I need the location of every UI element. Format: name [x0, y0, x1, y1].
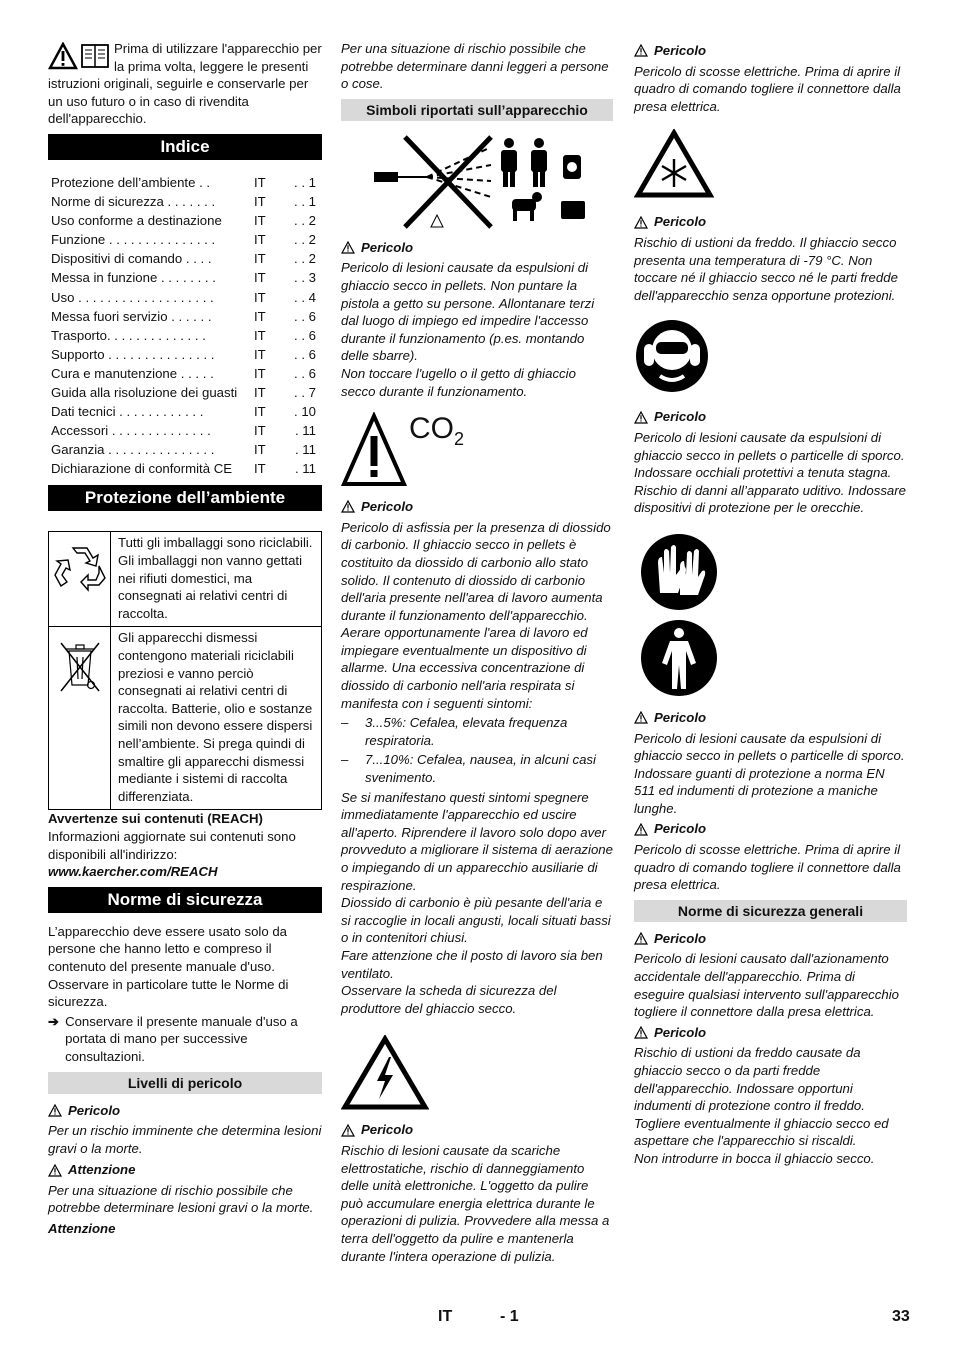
warning-small-icon [634, 411, 648, 424]
p2-text5: Osservare la scheda di sicurezza del produttore del ghiaccio secco. [341, 983, 557, 1016]
toc-entry-lang: IT [254, 423, 266, 439]
toc-title: Indice [48, 134, 322, 160]
toc-entry-title: Uso conforme a destinazione [51, 213, 222, 229]
dash-item-1: – 3...5%: Cefalea, elevata frequenza respiratoria. [341, 715, 568, 748]
q3-text: Pericolo di lesioni causate da espulsioni di ghiaccio secco in pellets o particelle di sporco. Indossare occhiali protettivi a tenuta stagna. [634, 429, 905, 481]
toc-entry-lang: IT [254, 327, 266, 343]
level-2-text: Per una situazione di rischio possibile che potrebbe determinare lesioni gravi o la morte. [48, 1182, 314, 1216]
safety-title: Norme di sicurezza [48, 887, 322, 913]
q5-text: Pericolo di scosse elettriche. Prima di aprire il quadro di comando togliere il connettore dalla presa elettrica. [634, 842, 901, 893]
q4-text2: Indossare guanti di protezione a norma EN 511 ed indumenti di protezione a maniche lunghe. [634, 765, 885, 816]
electric-pictogram [341, 1035, 613, 1111]
p3-text: Rischio di lesioni causate da scariche elettrostatiche, rischio di danneggiamento delle unità elettroniche. L'oggetto da pulire può accumulare energia elettrica durante le operazioni di pulizia. Provvedere alla messa a terra dell'oggetto da pulire e mantenerla durante l'intera operazione di pulizia. [341, 1142, 610, 1264]
toc-entry-lang: IT [254, 174, 266, 190]
cold-pictogram [634, 129, 907, 199]
toc-row[interactable] [48, 384, 322, 403]
toc-row[interactable] [48, 365, 322, 384]
reach-text: Informazioni aggiornate sui contenuti sono disponibili all'indirizzo: [48, 828, 296, 862]
q1-heading: Pericolo [634, 42, 907, 60]
toc-entry-page: . . 6 [294, 327, 316, 343]
toc-entry-lang: IT [254, 385, 266, 400]
toc-entry-title: Dispositivi di comando . . . . [51, 251, 212, 267]
toc-entry-title: Norme di sicurezza . . . . . . . [51, 194, 216, 210]
p2-heading: Pericolo [341, 498, 613, 516]
env-row-weee [49, 626, 321, 809]
q6-heading: Pericolo [634, 930, 907, 948]
safety-arrow-item [48, 1013, 322, 1066]
goggles-pictogram [634, 318, 907, 394]
toc-entry-page: . . 7 [294, 385, 316, 400]
toc-entry-page: . 10 [294, 404, 316, 420]
intro-text: Prima di utilizzare l'apparecchio per la prima volta, leggere le presenti istruzioni originali, seguirle e conservarle per un uso futuro o in caso di rivendita dell'apparecchio. [48, 41, 322, 127]
p2-text: Pericolo di asfissia per la presenza di diossido di carbonio. Il ghiaccio secco in pellets è costituito da diossido di carbonio allo stato solido. Il contenuto di diossido di carbonio dell'aria presente nell'area di lavoro aumenta durante il funzionamento dell'apparecchio. Aerare opportunamente l'area di lavoro ed impiegare eventualmente un dispositivo di allarme. Una eccessiva concentrazione di diossido di carbonio nell'aria respirata si manifesta con i seguenti sintomi: [341, 519, 611, 711]
q7-text2: Non introdurre in bocca il ghiaccio secco. [634, 1150, 875, 1166]
q7-heading: Pericolo [634, 1024, 907, 1042]
toc-row[interactable] [48, 174, 322, 193]
column-1 [48, 40, 322, 1238]
toc-entry-page: . . 2 [294, 213, 316, 229]
toc-entry-title: Protezione dell’ambiente . . [51, 174, 211, 190]
toc-entry-title: Dichiarazione di conformità CE [51, 461, 233, 477]
q7-text: Rischio di ustioni da freddo causate da ghiaccio secco o da parti fredde dell'apparecchio. Indossare opportuni indumenti di protezione contro il freddo. Togliere eventualmente il ghiaccio secco ed aspettare che l'apparecchio si riscaldi. [634, 1045, 889, 1149]
p3-heading: Pericolo [341, 1121, 613, 1139]
toc-entry-lang: IT [254, 270, 266, 286]
toc-row[interactable] [48, 327, 322, 346]
toc-entry-lang: IT [254, 308, 266, 324]
reach-link[interactable]: www.kaercher.com/REACH [48, 864, 218, 880]
footer-lang: IT [438, 1308, 453, 1325]
toc-table [48, 174, 322, 480]
warning-manual-icons [48, 42, 114, 74]
co2-label: $CO_2$ [409, 412, 465, 450]
env-title: Protezione dell’ambiente [48, 485, 322, 511]
toc-row[interactable] [48, 289, 322, 308]
q6-text: Pericolo di lesioni causato dall'azionamento accidentale dell'apparecchio. Prima di eseguire qualsiasi intervento sull'apparecchio togliere il connettore dalla presa elettrica. [634, 951, 899, 1020]
toc-entry-title: Messa in funzione . . . . . . . . [51, 270, 216, 286]
dash-item-2: – 7...10%: Cefalea, nausea, in alcuni casi svenimento. [341, 752, 596, 786]
arrow-right-icon: ➔ [48, 1013, 60, 1029]
footer-page-number: 33 [892, 1308, 910, 1325]
toc-row[interactable] [48, 441, 322, 460]
toc-entry-lang: IT [254, 442, 266, 458]
toc-row[interactable] [48, 422, 322, 441]
co2-warning-icon [341, 412, 407, 488]
toc-entry-page: . 11 [294, 442, 316, 458]
env-recycle-text: Tutti gli imballaggi sono riciclabili. Gli imballaggi non vanno gettati nei rifiuti domestici, ma consegnati ai relativi centri di raccolta. [118, 535, 313, 621]
crossed-bin-icon [55, 637, 105, 697]
level-1-heading: Pericolo [48, 1102, 322, 1120]
toc-entry-lang: IT [254, 346, 266, 362]
high-voltage-icon [341, 1035, 429, 1111]
toc-entry-page: . . 6 [294, 346, 316, 362]
q2-heading: Pericolo [634, 213, 907, 231]
toc-entry-page: . . 6 [294, 308, 316, 324]
toc-entry-page: . . 2 [294, 232, 316, 248]
toc-row[interactable] [48, 231, 322, 250]
reach-title: Avvertenze sui contenuti (REACH) [48, 811, 263, 827]
warning-small-icon [634, 1026, 648, 1039]
co2-pictogram [341, 412, 613, 492]
levels-title: Livelli di pericolo [48, 1072, 322, 1094]
gloves-icon [640, 533, 718, 611]
toc-entry-title: Supporto . . . . . . . . . . . . . . . [51, 346, 215, 362]
warning-small-icon [341, 241, 355, 254]
warning-small-icon [634, 44, 648, 57]
warning-triangle-icon [48, 42, 78, 70]
p2-text2: Se si manifestano questi sintomi spegnere immediatamente l'apparecchio ed uscire all'aperto. Riprendere il lavoro solo dopo aver provveduto a migliorare il sistema di aerazione o impiegando di un apparecchio ausiliarie di respirazione. [341, 789, 613, 893]
goggles-ear-protection-icon [634, 318, 710, 394]
toc-entry-page: . . 1 [294, 174, 316, 190]
toc-row[interactable] [48, 308, 322, 327]
p1-text: Pericolo di lesioni causate da espulsioni di ghiaccio secco in pellets. Non puntare la pistola a getto su persone. Allontanare terzi dal luogo di impiego ed impedire l'accesso durante il funzionamento (p.es. montando delle sbarre). [341, 260, 595, 364]
column-3 [634, 40, 907, 1168]
machine-symbols-pictogram [341, 135, 613, 231]
column-2 [341, 40, 613, 1265]
warning-small-icon [634, 711, 648, 724]
toc-entry-page: . . 2 [294, 251, 316, 267]
level-3-heading: Attenzione [48, 1221, 116, 1237]
toc-entry-title: Guida alla risoluzione dei guasti [51, 385, 238, 400]
p1-text2: Non toccare l'ugello o il getto di ghiaccio secco durante il funzionamento. [341, 365, 576, 399]
toc-row[interactable] [48, 346, 322, 365]
toc-entry-page: . 11 [294, 423, 316, 439]
toc-row[interactable] [48, 269, 322, 288]
level-1-text: Per un rischio imminente che determina lesioni gravi o la morte. [48, 1123, 322, 1156]
toc-entry-lang: IT [254, 194, 266, 210]
env-row-recycle [49, 532, 321, 626]
toc-entry-lang: IT [254, 232, 266, 248]
toc-entry-page: . . 3 [294, 270, 316, 286]
toc-entry-title: Trasporto. . . . . . . . . . . . . . [51, 327, 206, 343]
toc-entry-lang: IT [254, 213, 266, 229]
p2-text4: Fare attenzione che il posto di lavoro sia ben ventilato. [341, 947, 603, 981]
toc-entry-title: Messa fuori servizio . . . . . . [51, 308, 212, 324]
gloves-suit-pictograms [634, 533, 907, 697]
no-spray-persons-icon [367, 135, 587, 231]
safety-text: L’apparecchio deve essere usato solo da persone che hanno letto e compreso il contenuto del presente manuale d'uso. Osservare in particolare tutte le Norme di sicurezza. [48, 923, 289, 1010]
symbols-title: Simboli riportati sull’apparecchio [341, 99, 613, 121]
level-2-heading: Attenzione [48, 1161, 322, 1179]
protective-suit-icon [640, 619, 718, 697]
footer-local-page: - 1 [500, 1308, 519, 1325]
q4-heading: Pericolo [634, 709, 907, 727]
warning-small-icon [634, 823, 648, 836]
env-table [48, 531, 322, 810]
toc-row[interactable] [48, 250, 322, 269]
q3-text2: Rischio di danni all’apparato uditivo. Indossare dispositivi di protezione per le orecchie. [634, 482, 906, 516]
warning-small-icon [48, 1104, 62, 1117]
q2-text: Rischio di ustioni da freddo. Il ghiaccio secco presenta una temperatura di -79 °C. Non toccare né il ghiaccio secco né le parti fredde dell'apparecchio senza opportune protezioni. [634, 234, 898, 303]
toc-entry-lang: IT [254, 404, 266, 420]
toc-entry-title: Uso . . . . . . . . . . . . . . . . . . . [51, 289, 214, 305]
toc-row[interactable] [48, 460, 322, 479]
toc-entry-title: Garanzia . . . . . . . . . . . . . . . [51, 442, 215, 458]
toc-entry-title: Accessori . . . . . . . . . . . . . . [51, 423, 211, 439]
toc-entry-title: Dati tecnici . . . . . . . . . . . . [51, 404, 204, 420]
warning-small-icon [634, 216, 648, 229]
toc-entry-title: Funzione . . . . . . . . . . . . . . . [51, 232, 216, 248]
p2-text3: Diossido di carbonio è più pesante dell'aria e si raccoglie in locali angusti, locali situati bassi o in contenitori chiusi. [341, 895, 611, 946]
warning-small-icon [341, 500, 355, 513]
toc-entry-lang: IT [254, 461, 266, 477]
manual-book-icon [80, 42, 110, 70]
q3-heading: Pericolo [634, 408, 907, 426]
level-3-text: Per una situazione di rischio possibile che potrebbe determinare danni leggeri a persone o cose. [341, 41, 609, 92]
general-safety-title: Norme di sicurezza generali [634, 900, 907, 922]
toc-row[interactable] [48, 403, 322, 422]
warning-small-icon [634, 932, 648, 945]
toc-entry-page: . 11 [294, 461, 316, 477]
cold-warning-icon [634, 129, 714, 199]
recycle-icon [53, 542, 107, 592]
toc-entry-page: . . 1 [294, 194, 316, 210]
toc-entry-lang: IT [254, 365, 266, 381]
warning-small-icon [341, 1124, 355, 1137]
toc-entry-lang: IT [254, 289, 266, 305]
toc-row[interactable] [48, 212, 322, 231]
toc-entry-title: Cura e manutenzione . . . . . [51, 365, 214, 381]
toc-row[interactable] [48, 193, 322, 212]
safety-arrow-text: Conservare il presente manuale d'uso a portata di mano per successive consultazioni. [65, 1013, 298, 1064]
warning-small-icon [48, 1164, 62, 1177]
q5-heading: Pericolo [634, 820, 907, 838]
q1-text: Pericolo di scosse elettriche. Prima di aprire il quadro di comando togliere il connettore dalla presa elettrica. [634, 63, 901, 114]
p1-heading: Pericolo [341, 239, 613, 257]
toc-entry-lang: IT [254, 251, 266, 267]
intro-block [48, 40, 322, 128]
env-weee-text: Gli apparecchi dismessi contengono materiali riciclabili preziosi e vanno perciò consegnati ai relativi centri di raccolta. Batterie, olio e sostanze simili non devono essere dispersi nell’ambiente. Si prega quindi di smaltire gli apparecchi dismessi mediante i sistemi di raccolta differenziata. [118, 630, 313, 804]
toc-entry-page: . . 6 [294, 365, 316, 381]
q4-text: Pericolo di lesioni causate da espulsioni di ghiaccio secco in pellets o particelle di sporco. [634, 730, 905, 764]
toc-entry-page: . . 4 [294, 289, 316, 305]
